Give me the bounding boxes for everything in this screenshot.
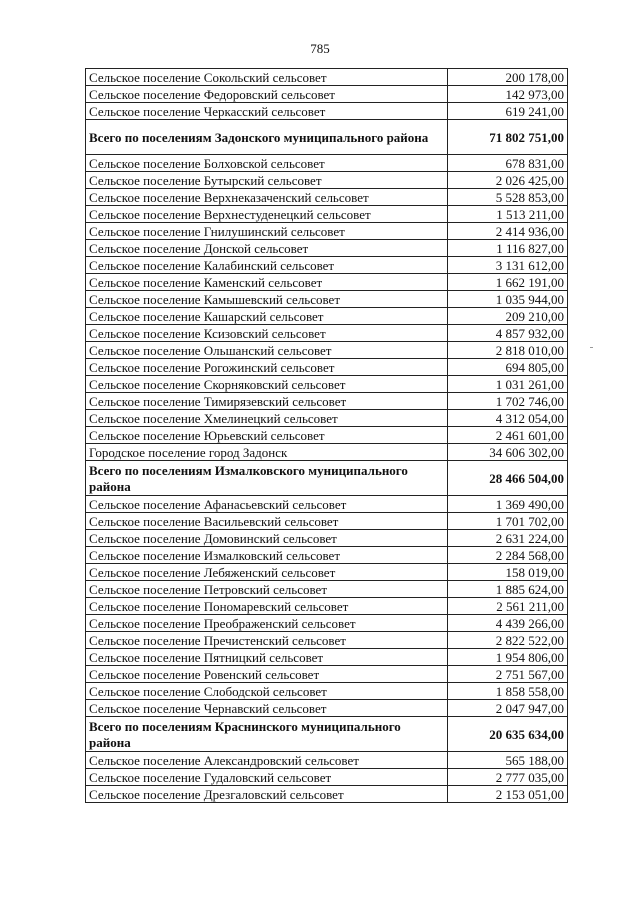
- table-row: [86, 308, 568, 325]
- amount-cell: 200 178,00: [448, 69, 568, 86]
- table-row: [86, 786, 568, 803]
- amount-cell: 678 831,00: [448, 155, 568, 172]
- settlement-name-cell: Сельское поселение Гнилушинский сельсовет: [86, 223, 448, 240]
- settlement-name-cell: Всего по поселениям Краснинского муниципального района: [86, 717, 448, 752]
- amount-cell: 5 528 853,00: [448, 189, 568, 206]
- amount-cell: 209 210,00: [448, 308, 568, 325]
- settlement-name-cell: Сельское поселение Петровский сельсовет: [86, 581, 448, 598]
- table-row: [86, 223, 568, 240]
- table-row: [86, 86, 568, 103]
- table-row: [86, 274, 568, 291]
- table-row: [86, 69, 568, 86]
- amount-cell: 565 188,00: [448, 752, 568, 769]
- table-row: [86, 393, 568, 410]
- table-row: [86, 530, 568, 547]
- settlement-name-cell: Городское поселение город Задонск: [86, 444, 448, 461]
- amount-cell: 2 461 601,00: [448, 427, 568, 444]
- table-row: [86, 240, 568, 257]
- settlement-name-cell: Сельское поселение Пономаревский сельсовет: [86, 598, 448, 615]
- scan-artifact: [590, 347, 593, 348]
- settlement-name-cell: Сельское поселение Кашарский сельсовет: [86, 308, 448, 325]
- table-row-district-total: [86, 120, 568, 155]
- settlement-name-cell: Сельское поселение Гудаловский сельсовет: [86, 769, 448, 786]
- table-row-district-total: [86, 461, 568, 496]
- table-row-district-total: [86, 717, 568, 752]
- settlement-name-cell: Сельское поселение Лебяженский сельсовет: [86, 564, 448, 581]
- amount-cell: 1 701 702,00: [448, 513, 568, 530]
- settlement-name-cell: Сельское поселение Сокольский сельсовет: [86, 69, 448, 86]
- amount-cell: 4 857 932,00: [448, 325, 568, 342]
- settlement-name-cell: Сельское поселение Александровский сельсовет: [86, 752, 448, 769]
- amount-cell: 2 631 224,00: [448, 530, 568, 547]
- amount-cell: 1 702 746,00: [448, 393, 568, 410]
- amount-cell: 2 047 947,00: [448, 700, 568, 717]
- amount-cell: 1 513 211,00: [448, 206, 568, 223]
- table-row: [86, 752, 568, 769]
- amount-cell: 158 019,00: [448, 564, 568, 581]
- amount-cell: 1 885 624,00: [448, 581, 568, 598]
- table-row: [86, 769, 568, 786]
- settlement-name-cell: Всего по поселениям Измалковского муниципального района: [86, 461, 448, 496]
- settlement-name-cell: Сельское поселение Юрьевский сельсовет: [86, 427, 448, 444]
- settlement-name-cell: Сельское поселение Ровенский сельсовет: [86, 666, 448, 683]
- amount-cell: 2 751 567,00: [448, 666, 568, 683]
- table-row: [86, 172, 568, 189]
- amount-cell: 619 241,00: [448, 103, 568, 120]
- amount-cell: 694 805,00: [448, 359, 568, 376]
- amount-cell: 1 369 490,00: [448, 496, 568, 513]
- table-row: [86, 598, 568, 615]
- table-row: [86, 410, 568, 427]
- amount-cell: 1 954 806,00: [448, 649, 568, 666]
- settlement-name-cell: Сельское поселение Преображенский сельсовет: [86, 615, 448, 632]
- amount-cell: 2 284 568,00: [448, 547, 568, 564]
- table-row: [86, 444, 568, 461]
- table-row: [86, 427, 568, 444]
- settlement-name-cell: Сельское поселение Домовинский сельсовет: [86, 530, 448, 547]
- amount-cell: 1 031 261,00: [448, 376, 568, 393]
- table-row: [86, 700, 568, 717]
- table-row: [86, 615, 568, 632]
- settlement-name-cell: Сельское поселение Калабинский сельсовет: [86, 257, 448, 274]
- settlement-name-cell: Сельское поселение Донской сельсовет: [86, 240, 448, 257]
- amount-cell: 3 131 612,00: [448, 257, 568, 274]
- amount-cell: 2 414 936,00: [448, 223, 568, 240]
- table-row: [86, 564, 568, 581]
- table-row: [86, 325, 568, 342]
- settlement-name-cell: Всего по поселениям Задонского муниципального района: [86, 120, 448, 155]
- settlement-name-cell: Сельское поселение Черкасский сельсовет: [86, 103, 448, 120]
- settlement-name-cell: Сельское поселение Рогожинский сельсовет: [86, 359, 448, 376]
- table-body: [86, 69, 568, 803]
- amount-cell: 20 635 634,00: [448, 717, 568, 752]
- amount-cell: 2 818 010,00: [448, 342, 568, 359]
- table-row: [86, 206, 568, 223]
- amount-cell: 71 802 751,00: [448, 120, 568, 155]
- settlement-name-cell: Сельское поселение Хмелинецкий сельсовет: [86, 410, 448, 427]
- table-row: [86, 189, 568, 206]
- settlement-name-cell: Сельское поселение Ольшанский сельсовет: [86, 342, 448, 359]
- amount-cell: 2 026 425,00: [448, 172, 568, 189]
- settlements-budget-table: [85, 68, 568, 803]
- table-row: [86, 257, 568, 274]
- amount-cell: 34 606 302,00: [448, 444, 568, 461]
- table-row: [86, 376, 568, 393]
- amount-cell: 142 973,00: [448, 86, 568, 103]
- settlement-name-cell: Сельское поселение Скорняковский сельсовет: [86, 376, 448, 393]
- settlement-name-cell: Сельское поселение Верхнестуденецкий сельсовет: [86, 206, 448, 223]
- table-row: [86, 547, 568, 564]
- settlement-name-cell: Сельское поселение Камышевский сельсовет: [86, 291, 448, 308]
- settlement-name-cell: Сельское поселение Дрезгаловский сельсовет: [86, 786, 448, 803]
- amount-cell: 4 312 054,00: [448, 410, 568, 427]
- settlement-name-cell: Сельское поселение Ксизовский сельсовет: [86, 325, 448, 342]
- table-row: [86, 513, 568, 530]
- amount-cell: 2 777 035,00: [448, 769, 568, 786]
- page-number: 785: [310, 41, 330, 56]
- settlement-name-cell: Сельское поселение Верхнеказаченский сельсовет: [86, 189, 448, 206]
- settlement-name-cell: Сельское поселение Измалковский сельсовет: [86, 547, 448, 564]
- amount-cell: 1 116 827,00: [448, 240, 568, 257]
- table-row: [86, 666, 568, 683]
- settlement-name-cell: Сельское поселение Пречистенский сельсовет: [86, 632, 448, 649]
- amount-cell: 1 858 558,00: [448, 683, 568, 700]
- amount-cell: 28 466 504,00: [448, 461, 568, 496]
- amount-cell: 4 439 266,00: [448, 615, 568, 632]
- amount-cell: 1 662 191,00: [448, 274, 568, 291]
- settlement-name-cell: Сельское поселение Болховской сельсовет: [86, 155, 448, 172]
- table-row: [86, 359, 568, 376]
- table-row: [86, 103, 568, 120]
- table-row: [86, 683, 568, 700]
- amount-cell: 2 561 211,00: [448, 598, 568, 615]
- settlement-name-cell: Сельское поселение Бутырский сельсовет: [86, 172, 448, 189]
- table-row: [86, 291, 568, 308]
- settlement-name-cell: Сельское поселение Пятницкий сельсовет: [86, 649, 448, 666]
- table-row: [86, 496, 568, 513]
- settlement-name-cell: Сельское поселение Федоровский сельсовет: [86, 86, 448, 103]
- settlement-name-cell: Сельское поселение Каменский сельсовет: [86, 274, 448, 291]
- table-row: [86, 581, 568, 598]
- table-row: [86, 342, 568, 359]
- table-row: [86, 155, 568, 172]
- settlement-name-cell: Сельское поселение Афанасьевский сельсовет: [86, 496, 448, 513]
- settlement-name-cell: Сельское поселение Чернавский сельсовет: [86, 700, 448, 717]
- amount-cell: 2 822 522,00: [448, 632, 568, 649]
- settlement-name-cell: Сельское поселение Васильевский сельсовет: [86, 513, 448, 530]
- table-row: [86, 649, 568, 666]
- amount-cell: 1 035 944,00: [448, 291, 568, 308]
- settlement-name-cell: Сельское поселение Тимирязевский сельсовет: [86, 393, 448, 410]
- table-row: [86, 632, 568, 649]
- amount-cell: 2 153 051,00: [448, 786, 568, 803]
- settlement-name-cell: Сельское поселение Слободской сельсовет: [86, 683, 448, 700]
